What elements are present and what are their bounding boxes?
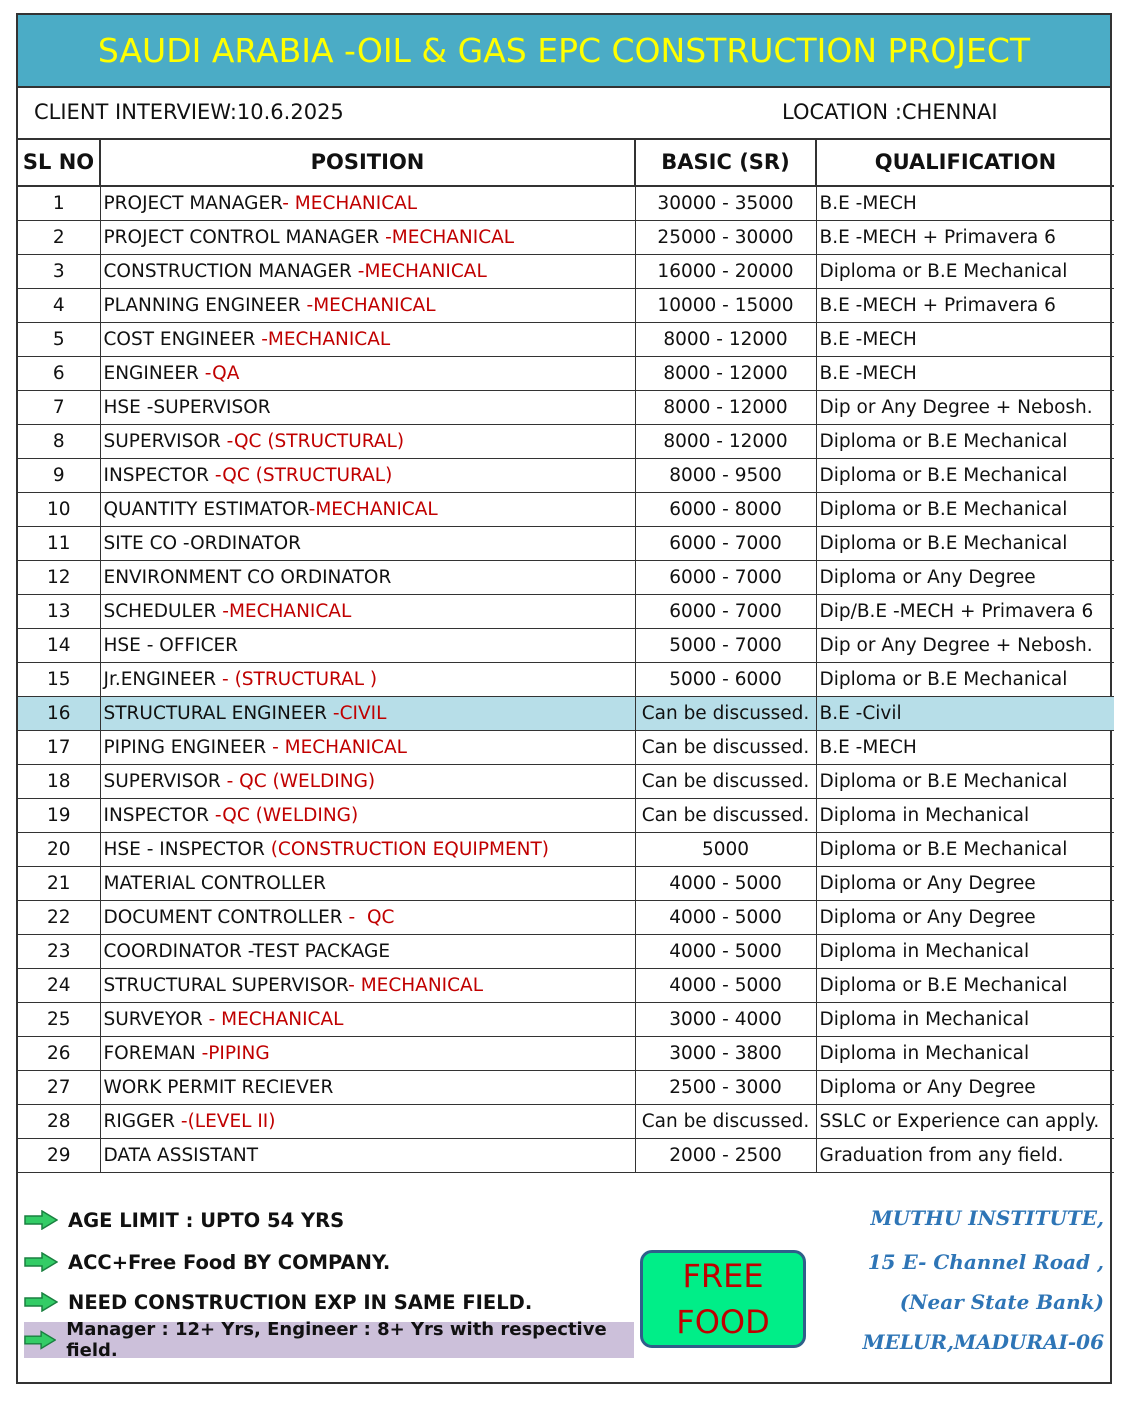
qualification-cell: B.E -MECH [816, 731, 1114, 765]
position-title: COORDINATOR -TEST PACKAGE [103, 941, 391, 962]
table-row [18, 493, 1114, 527]
table-row [18, 1071, 1114, 1105]
position-title: DATA ASSISTANT [103, 1145, 259, 1166]
position-cell [100, 289, 635, 323]
position-cell [100, 1105, 635, 1139]
sl-no-cell: 5 [18, 323, 100, 357]
table-row [18, 289, 1114, 323]
right-arrow-icon [24, 1292, 58, 1312]
position-department: -MECHANICAL [306, 295, 436, 316]
basic-salary-cell: 4000 - 5000 [635, 969, 816, 1003]
position-title: PLANNING ENGINEER [103, 295, 307, 316]
table-row [18, 595, 1114, 629]
position-title: SUPERVISOR [103, 771, 227, 792]
position-title: Jr.ENGINEER [103, 669, 223, 690]
basic-salary-cell: 5000 - 7000 [635, 629, 816, 663]
free-food-badge [640, 1250, 806, 1348]
basic-salary-cell: 6000 - 7000 [635, 595, 816, 629]
qualification-cell: Dip/B.E -MECH + Primavera 6 [816, 595, 1114, 629]
position-department: - MECHANICAL [272, 737, 407, 758]
footer [18, 1202, 1110, 1382]
note-text: AGE LIMIT : UPTO 54 YRS [68, 1208, 345, 1232]
address-line-1: MUTHU INSTITUTE, [870, 1206, 1104, 1230]
basic-salary-cell: 3000 - 3800 [635, 1037, 816, 1071]
position-title: QUANTITY ESTIMATOR [103, 499, 309, 520]
sl-no-cell: 9 [18, 459, 100, 493]
badge-line-2: FOOD [676, 1303, 770, 1341]
qualification-cell: Graduation from any field. [816, 1139, 1114, 1173]
basic-salary-cell: 2000 - 2500 [635, 1139, 816, 1173]
basic-salary-cell: 8000 - 9500 [635, 459, 816, 493]
sl-no-cell: 7 [18, 391, 100, 425]
sl-no-cell: 28 [18, 1105, 100, 1139]
position-department: -QC (WELDING) [214, 805, 359, 826]
table-row [18, 867, 1114, 901]
position-cell [100, 357, 635, 391]
position-title: STRUCTURAL SUPERVISOR [103, 975, 349, 996]
qualification-cell: Diploma or Any Degree [816, 1071, 1114, 1105]
table-row [18, 561, 1114, 595]
position-cell [100, 391, 635, 425]
basic-salary-cell: 2500 - 3000 [635, 1071, 816, 1105]
position-title: SITE CO -ORDINATOR [103, 533, 302, 554]
position-title: MATERIAL CONTROLLER [103, 873, 327, 894]
position-department: - (STRUCTURAL ) [222, 669, 378, 690]
interview-date: CLIENT INTERVIEW:10.6.2025 [34, 100, 344, 124]
table-row [18, 255, 1114, 289]
position-department: -QA [204, 363, 240, 384]
position-cell [100, 1037, 635, 1071]
table-row [18, 901, 1114, 935]
sl-no-cell: 19 [18, 799, 100, 833]
qualification-cell: Diploma in Mechanical [816, 1037, 1114, 1071]
sl-no-cell: 15 [18, 663, 100, 697]
position-cell [100, 1071, 635, 1105]
positions-table [18, 139, 1114, 1173]
sl-no-cell: 16 [18, 697, 100, 731]
note-text: Manager : 12+ Yrs, Engineer : 8+ Yrs with respective field. [66, 1319, 607, 1361]
qualification-cell: Diploma in Mechanical [816, 799, 1114, 833]
table-row [18, 629, 1114, 663]
basic-salary-cell: 10000 - 15000 [635, 289, 816, 323]
sl-no-cell: 6 [18, 357, 100, 391]
position-cell [100, 935, 635, 969]
position-department: -QC (STRUCTURAL) [226, 431, 405, 452]
position-cell [100, 765, 635, 799]
sl-no-cell: 20 [18, 833, 100, 867]
basic-salary-cell: 4000 - 5000 [635, 901, 816, 935]
basic-salary-cell: 6000 - 7000 [635, 561, 816, 595]
sl-no-cell: 23 [18, 935, 100, 969]
note-years [24, 1319, 634, 1361]
position-cell [100, 629, 635, 663]
address-line-2: 15 E- Channel Road , [867, 1250, 1104, 1274]
sl-no-cell: 2 [18, 221, 100, 255]
basic-salary-cell: Can be discussed. [635, 765, 816, 799]
position-cell [100, 731, 635, 765]
position-cell [100, 867, 635, 901]
basic-salary-cell: Can be discussed. [635, 1105, 816, 1139]
position-cell [100, 459, 635, 493]
qualification-cell: Diploma or Any Degree [816, 867, 1114, 901]
position-title: ENGINEER [103, 363, 205, 384]
address-line-4: MELUR,MADURAI-06 [862, 1330, 1104, 1354]
qualification-cell: Diploma or B.E Mechanical [816, 425, 1114, 459]
qualification-cell: Diploma or B.E Mechanical [816, 527, 1114, 561]
col-header-sl: SL NO [18, 139, 100, 186]
note-text: NEED CONSTRUCTION EXP IN SAME FIELD. [68, 1290, 533, 1314]
position-cell [100, 969, 635, 1003]
basic-salary-cell: 5000 [635, 833, 816, 867]
position-department: -(LEVEL II) [180, 1111, 276, 1132]
position-department: (CONSTRUCTION EQUIPMENT) [270, 839, 550, 860]
basic-salary-cell: Can be discussed. [635, 731, 816, 765]
table-header [18, 139, 1114, 186]
position-department: - QC (WELDING) [226, 771, 376, 792]
table-row [18, 323, 1114, 357]
col-header-basic: BASIC (SR) [635, 139, 816, 186]
basic-salary-cell: Can be discussed. [635, 799, 816, 833]
position-title: HSE -SUPERVISOR [103, 397, 271, 418]
position-title: HSE - OFFICER [103, 635, 239, 656]
position-department: - MECHANICAL [282, 193, 418, 214]
sl-no-cell: 26 [18, 1037, 100, 1071]
sl-no-cell: 13 [18, 595, 100, 629]
qualification-cell: Diploma in Mechanical [816, 1003, 1114, 1037]
note-accommodation [24, 1244, 390, 1280]
qualification-cell: Diploma or B.E Mechanical [816, 663, 1114, 697]
position-department: -PIPING [201, 1043, 270, 1064]
position-title: ENVIRONMENT CO ORDINATOR [103, 567, 392, 588]
qualification-cell: B.E -MECH [816, 186, 1114, 221]
position-title: RIGGER [103, 1111, 181, 1132]
sl-no-cell: 10 [18, 493, 100, 527]
table-row [18, 186, 1114, 221]
sl-no-cell: 21 [18, 867, 100, 901]
qualification-cell: Diploma or Any Degree [816, 901, 1114, 935]
position-department: -MECHANICAL [357, 261, 487, 282]
basic-salary-cell: 8000 - 12000 [635, 391, 816, 425]
position-title: DOCUMENT CONTROLLER [103, 907, 349, 928]
table-row [18, 833, 1114, 867]
table-row [18, 1037, 1114, 1071]
sl-no-cell: 14 [18, 629, 100, 663]
location: LOCATION :CHENNAI [782, 100, 998, 124]
address-line-3: (Near State Bank) [899, 1290, 1104, 1314]
sl-no-cell: 11 [18, 527, 100, 561]
qualification-cell: Diploma or B.E Mechanical [816, 255, 1114, 289]
sl-no-cell: 1 [18, 186, 100, 221]
table-row [18, 221, 1114, 255]
position-cell [100, 595, 635, 629]
basic-salary-cell: 8000 - 12000 [635, 357, 816, 391]
position-department: -QC (STRUCTURAL) [214, 465, 393, 486]
qualification-cell: Diploma or B.E Mechanical [816, 459, 1114, 493]
position-department: - MECHANICAL [348, 975, 484, 996]
position-title: INSPECTOR [103, 805, 215, 826]
qualification-cell: Dip or Any Degree + Nebosh. [816, 391, 1114, 425]
basic-salary-cell: 16000 - 20000 [635, 255, 816, 289]
position-cell [100, 527, 635, 561]
position-cell [100, 1003, 635, 1037]
position-cell [100, 561, 635, 595]
qualification-cell: Diploma or B.E Mechanical [816, 969, 1114, 1003]
position-title: PROJECT MANAGER [103, 193, 283, 214]
qualification-cell: Diploma or B.E Mechanical [816, 833, 1114, 867]
qualification-cell: Dip or Any Degree + Nebosh. [816, 629, 1114, 663]
qualification-cell: B.E -MECH [816, 323, 1114, 357]
job-sheet [16, 13, 1112, 1384]
sl-no-cell: 4 [18, 289, 100, 323]
position-cell [100, 323, 635, 357]
position-title: INSPECTOR [103, 465, 215, 486]
page-title: SAUDI ARABIA -OIL & GAS EPC CONSTRUCTION PROJECT [18, 15, 1110, 88]
basic-salary-cell: 25000 - 30000 [635, 221, 816, 255]
sl-no-cell: 29 [18, 1139, 100, 1173]
note-text: ACC+Free Food BY COMPANY. [68, 1250, 391, 1274]
sl-no-cell: 25 [18, 1003, 100, 1037]
col-header-qualification: QUALIFICATION [816, 139, 1114, 186]
position-cell [100, 425, 635, 459]
basic-salary-cell: 3000 - 4000 [635, 1003, 816, 1037]
basic-salary-cell: Can be discussed. [635, 697, 816, 731]
table-row [18, 799, 1114, 833]
right-arrow-icon [24, 1210, 58, 1230]
position-department: -MECHANICAL [222, 601, 352, 622]
basic-salary-cell: 5000 - 6000 [635, 663, 816, 697]
qualification-cell: Diploma in Mechanical [816, 935, 1114, 969]
position-department: -CIVIL [332, 703, 387, 724]
table-row [18, 1105, 1114, 1139]
position-title: SCHEDULER [103, 601, 223, 622]
position-title: HSE - INSPECTOR [103, 839, 271, 860]
table-row [18, 425, 1114, 459]
basic-salary-cell: 8000 - 12000 [635, 323, 816, 357]
position-cell [100, 1139, 635, 1173]
sl-no-cell: 18 [18, 765, 100, 799]
position-cell [100, 799, 635, 833]
qualification-cell: B.E -MECH [816, 357, 1114, 391]
position-cell [100, 901, 635, 935]
position-title: STRUCTURAL ENGINEER [103, 703, 333, 724]
badge-line-1: FREE [682, 1257, 764, 1295]
sl-no-cell: 24 [18, 969, 100, 1003]
info-bar [18, 88, 1110, 140]
qualification-cell: B.E -MECH + Primavera 6 [816, 289, 1114, 323]
position-department: -MECHANICAL [385, 227, 515, 248]
position-title: SUPERVISOR [103, 431, 227, 452]
position-title: SURVEYOR [103, 1009, 209, 1030]
position-title: PROJECT CONTROL MANAGER [103, 227, 386, 248]
sl-no-cell: 22 [18, 901, 100, 935]
basic-salary-cell: 8000 - 12000 [635, 425, 816, 459]
sl-no-cell: 27 [18, 1071, 100, 1105]
sl-no-cell: 12 [18, 561, 100, 595]
table-row [18, 391, 1114, 425]
position-cell [100, 697, 635, 731]
table-row [18, 527, 1114, 561]
position-cell [100, 663, 635, 697]
position-department: -MECHANICAL [261, 329, 391, 350]
position-title: WORK PERMIT RECIEVER [103, 1077, 334, 1098]
right-arrow-icon [24, 1330, 56, 1350]
position-cell [100, 255, 635, 289]
right-arrow-icon [24, 1252, 58, 1272]
position-title: FOREMAN [103, 1043, 202, 1064]
position-cell [100, 186, 635, 221]
position-cell [100, 221, 635, 255]
table-row [18, 1139, 1114, 1173]
note-experience [24, 1284, 532, 1320]
position-department: -MECHANICAL [308, 499, 438, 520]
qualification-cell: Diploma or B.E Mechanical [816, 493, 1114, 527]
position-department: - MECHANICAL [208, 1009, 344, 1030]
position-title: PIPING ENGINEER [103, 737, 273, 758]
table-row [18, 969, 1114, 1003]
position-cell [100, 493, 635, 527]
sl-no-cell: 17 [18, 731, 100, 765]
col-header-position: POSITION [100, 139, 635, 186]
basic-salary-cell: 30000 - 35000 [635, 186, 816, 221]
table-row [18, 765, 1114, 799]
table-row [18, 663, 1114, 697]
table-row [18, 697, 1114, 731]
basic-salary-cell: 6000 - 7000 [635, 527, 816, 561]
basic-salary-cell: 6000 - 8000 [635, 493, 816, 527]
table-row [18, 459, 1114, 493]
qualification-cell: Diploma or Any Degree [816, 561, 1114, 595]
position-title: COST ENGINEER [103, 329, 262, 350]
qualification-cell: SSLC or Experience can apply. [816, 1105, 1114, 1139]
qualification-cell: B.E -MECH + Primavera 6 [816, 221, 1114, 255]
table-row [18, 1003, 1114, 1037]
table-row [18, 731, 1114, 765]
basic-salary-cell: 4000 - 5000 [635, 867, 816, 901]
basic-salary-cell: 4000 - 5000 [635, 935, 816, 969]
sl-no-cell: 8 [18, 425, 100, 459]
position-title: CONSTRUCTION MANAGER [103, 261, 358, 282]
table-row [18, 935, 1114, 969]
note-age-limit [24, 1202, 344, 1238]
qualification-cell: Diploma or B.E Mechanical [816, 765, 1114, 799]
qualification-cell: B.E -Civil [816, 697, 1114, 731]
position-department: - QC [348, 907, 395, 928]
position-cell [100, 833, 635, 867]
table-row [18, 357, 1114, 391]
sl-no-cell: 3 [18, 255, 100, 289]
